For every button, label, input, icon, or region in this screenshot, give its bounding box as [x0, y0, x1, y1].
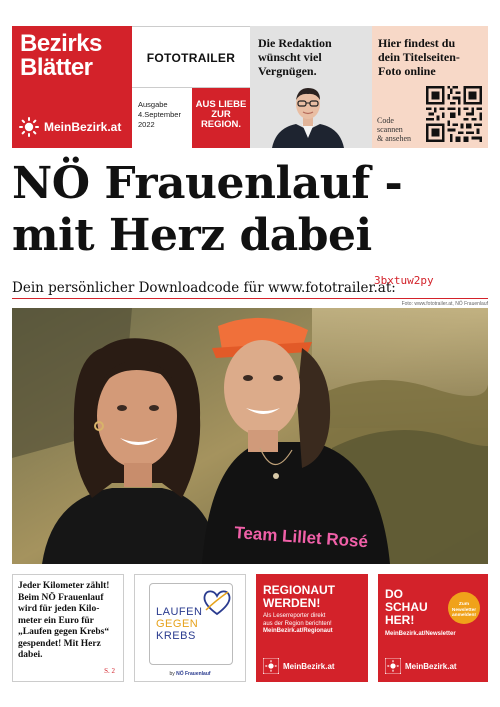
editorial-line-2: wünscht viel [258, 50, 322, 64]
heart-icon [202, 588, 232, 616]
headline-line-1: NÖ Frauenlauf - [12, 158, 403, 209]
campaign-word-1: LAUFEN [156, 606, 203, 618]
logo-line-2: Blätter [20, 54, 93, 81]
regionaut-body-2: aus der Region berichten! [263, 620, 332, 627]
fototrailer-label: FOTOTRAILER [146, 51, 236, 65]
campaign-word-2: GEGEN [156, 618, 199, 630]
issue-year: 2022 [138, 120, 155, 129]
regionaut-brand: MeinBezirk.at [283, 661, 335, 671]
shirt-print: Team Lillet Rosé [233, 523, 369, 552]
campaign-by-label: by [169, 671, 175, 677]
newsletter-link[interactable]: MeinBezirk.at/Newsletter [385, 631, 456, 637]
logo-brand-row [18, 116, 121, 138]
logo-line-1: Bezirks [20, 30, 102, 57]
issue-date: 4.September [138, 110, 181, 119]
newsletter-brand-row [385, 658, 457, 674]
bezirksblaetter-logo[interactable] [12, 26, 132, 148]
campaign-by [135, 671, 245, 677]
regionaut-title-2: WERDEN! [263, 596, 321, 610]
qr-hint-line-2: scannen [377, 125, 403, 134]
regionaut-brand-row [263, 658, 335, 674]
teaser-campaign[interactable] [134, 574, 246, 682]
newsletter-title-1: DO [385, 587, 403, 601]
meinbezirk-sun-icon [18, 116, 40, 138]
badge-line-3: anmelden! [452, 613, 476, 618]
download-code-text: Dein persönlicher Downloadcode für www.fototrailer.at: [12, 280, 396, 296]
qr-code[interactable] [426, 86, 482, 142]
page-reference[interactable]: S. 2 [104, 667, 115, 675]
tagline-badge [192, 88, 250, 148]
campaign-org: NÖ Frauenlauf [176, 671, 211, 677]
newsletter-title-2: SCHAU [385, 600, 428, 614]
issue-label: Ausgabe [138, 100, 168, 109]
editorial-line-1: Die Redaktion [258, 36, 332, 50]
qr-hint-line-1: Code [377, 116, 394, 125]
teaser-line: „Laufen gegen Krebs“ [18, 627, 110, 637]
masthead [12, 26, 488, 148]
cover-line-3: Foto online [378, 64, 436, 78]
qr-hint-line-3: & ansehen [377, 134, 411, 143]
badge-line-2: Newsletter [451, 607, 477, 613]
meinbezirk-sun-icon [385, 658, 401, 674]
campaign-wordmark [156, 606, 202, 642]
campaign-word-3: KREBS [156, 630, 196, 642]
editorial-line-3: Vergnügen. [258, 64, 317, 78]
photo-credit: Foto: www.fototrailer.at, NÖ Frauenlauf [401, 301, 488, 307]
teaser-line: gespendet! Mit Herz [18, 638, 101, 649]
regionaut-body-1: Als Leserreporter direkt [263, 613, 326, 619]
logo-brand: MeinBezirk.at [44, 120, 122, 134]
teaser-regionaut[interactable] [256, 574, 368, 682]
issue-info [132, 88, 192, 148]
regionaut-link[interactable]: MeinBezirk.at/Regionaut [263, 628, 333, 634]
newsletter-title-3: HER! [385, 613, 415, 627]
badge-line-1: Zum [458, 602, 470, 607]
tagline-line-1: AUS LIEBE [195, 99, 247, 110]
teaser-line: Jeder Kilometer zählt! [18, 581, 110, 591]
qr-hint [377, 116, 411, 143]
teaser-line: dabei. [18, 650, 43, 660]
download-code[interactable]: 3bxtuw2py [374, 274, 434, 287]
divider-rule [12, 298, 488, 299]
tagline-line-3: REGION. [200, 119, 242, 130]
editor-portrait [268, 84, 348, 148]
cover-line-1: Hier findest du [378, 36, 456, 50]
editorial-greeting [258, 36, 332, 78]
headline-line-2: mit Herz dabei [12, 210, 372, 261]
logo-wordmark [20, 32, 102, 80]
fototrailer-box [132, 26, 250, 88]
teaser-line: meter ein Euro für [18, 615, 94, 626]
laufen-gegen-krebs-logo [149, 583, 233, 665]
meinbezirk-sun-icon [263, 658, 279, 674]
regionaut-title-1: REGIONAUT [263, 583, 335, 597]
regionaut-title [263, 584, 361, 610]
teaser-line: Beim NÖ Frauenlauf [18, 592, 104, 603]
regionaut-body [263, 613, 361, 636]
cover-photo-image [12, 308, 488, 564]
cover-line-2: dein Titelseiten- [378, 50, 460, 64]
cover-photo-box [372, 26, 488, 148]
editorial-box [250, 26, 372, 148]
tagline-line-2: ZUR [211, 109, 231, 120]
headline [12, 158, 402, 262]
cover-photo [12, 308, 488, 564]
teaser-line: wird für jeden Kilo- [18, 604, 100, 614]
newsletter-badge[interactable] [448, 592, 480, 624]
teaser-kilometer[interactable] [12, 574, 124, 682]
teaser-kilometer-text [18, 581, 118, 662]
cover-text [378, 36, 460, 78]
newsletter-brand: MeinBezirk.at [405, 661, 457, 671]
teaser-newsletter[interactable] [378, 574, 488, 682]
